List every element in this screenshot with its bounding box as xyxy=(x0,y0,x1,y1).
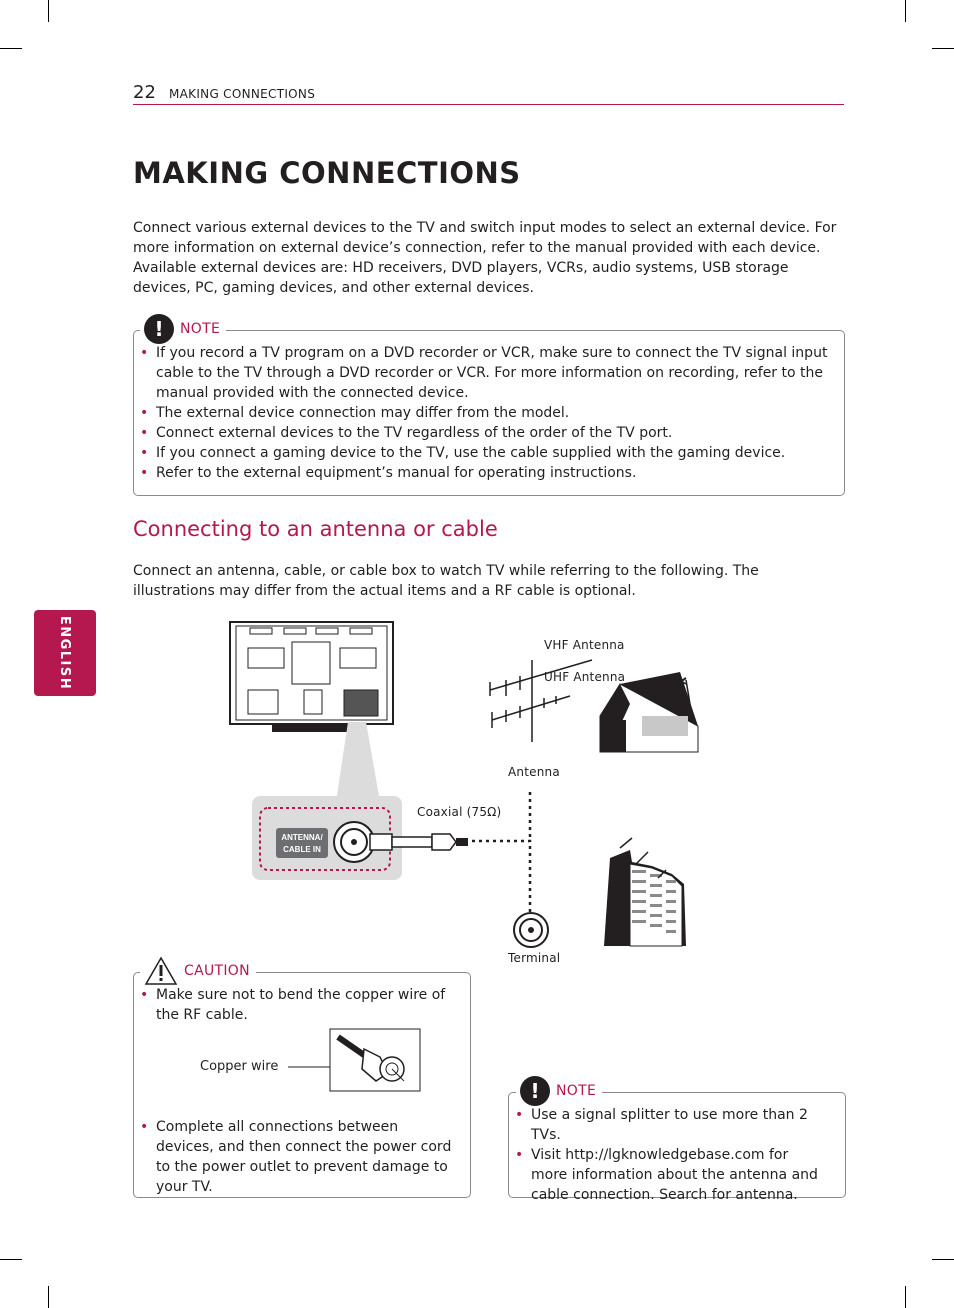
intro-paragraph: Available external devices are: HD receivers, DVD players, VCRs, audio systems, USB storage devices, PC, gaming devices, and other external devices. xyxy=(133,260,789,296)
vhf-antenna-label: VHF Antenna xyxy=(544,638,625,652)
tv-back-illustration xyxy=(230,622,393,732)
caution-box xyxy=(133,972,471,1198)
antenna-port-connector xyxy=(334,822,374,862)
section-text: Connect an antenna, cable, or cable box to watch TV while referring to the following. The illustrations may differ from the actual items and a RF cable is optional. xyxy=(133,563,759,599)
note-list-2 xyxy=(509,1105,827,1205)
crop-mark xyxy=(0,48,22,49)
intro-paragraph: Connect various external devices to the TV and switch input modes to select an external device. For more information on external device’s connection, refer to the manual provided with each device. xyxy=(133,220,837,256)
crop-mark xyxy=(48,0,49,22)
header-section-label: MAKING CONNECTIONS xyxy=(169,87,316,101)
house-illustration xyxy=(600,672,698,752)
note-box xyxy=(133,330,845,496)
crop-mark xyxy=(48,1286,49,1308)
note-item: • Visit http://lgknowledgebase.com for more information about the antenna and cable connection. Search for antenna. xyxy=(509,1145,827,1205)
intro-text xyxy=(133,218,845,298)
page-title: MAKING CONNECTIONS xyxy=(133,156,521,190)
exclamation-icon: ! xyxy=(520,1076,550,1106)
note-item: • Refer to the external equipment’s manual for operating instructions. xyxy=(134,463,834,483)
note-heading-2 xyxy=(516,1076,602,1106)
copper-wire-label: Copper wire xyxy=(200,1059,279,1074)
coaxial-label: Coaxial (75Ω) xyxy=(417,805,502,819)
port-label-line2: CABLE IN xyxy=(283,845,321,854)
language-tab xyxy=(34,610,96,696)
note-item: • The external device connection may differ from the model. xyxy=(134,403,834,423)
wall-terminal-icon xyxy=(514,913,548,947)
antenna-label: Antenna xyxy=(508,765,560,779)
caution-item: • Complete all connections between devices, and then connect the power cord to the power outlet to prevent damage to your TV. xyxy=(134,1117,458,1197)
note-item: • Connect external devices to the TV regardless of the order of the TV port. xyxy=(134,423,834,443)
caution-item: • Make sure not to bend the copper wire of the RF cable. xyxy=(134,985,454,1025)
note-list xyxy=(134,343,834,483)
page-number: 22 xyxy=(133,82,156,103)
note-item: • If you connect a gaming device to the TV, use the cable supplied with the gaming device. xyxy=(134,443,834,463)
note-item: • Use a signal splitter to use more than 2 TVs. xyxy=(509,1105,827,1145)
apartment-building-illustration xyxy=(604,838,686,946)
language-tab-label: ENGLISH xyxy=(57,615,73,691)
callout-pointer xyxy=(336,722,380,802)
note-box-2 xyxy=(508,1092,846,1203)
caution-heading xyxy=(140,956,256,986)
crop-mark xyxy=(932,48,954,49)
terminal-label: Terminal xyxy=(508,951,561,965)
note-item: • If you record a TV program on a DVD recorder or VCR, make sure to connect the TV signal input cable to the TV through a DVD recorder or VCR. For more information on recording, refer to the manual provided with the connected device. xyxy=(134,343,834,403)
caution-list-2 xyxy=(134,1117,458,1197)
port-label-line1: ANTENNA/ xyxy=(281,833,323,842)
crop-mark xyxy=(905,0,906,22)
crop-mark xyxy=(905,1286,906,1308)
copper-wire-illustration xyxy=(284,1027,424,1093)
uhf-antenna-label: UHF Antenna xyxy=(544,670,626,684)
note-heading xyxy=(140,314,226,344)
note-label-2: NOTE xyxy=(556,1083,597,1099)
warning-triangle-icon xyxy=(144,956,178,986)
crop-mark xyxy=(0,1259,22,1260)
coaxial-plug-illustration xyxy=(370,834,468,850)
note-label: NOTE xyxy=(180,321,221,337)
running-header xyxy=(133,82,844,105)
cable-route-dashed xyxy=(472,841,530,912)
connection-diagram xyxy=(220,612,720,964)
crop-mark xyxy=(932,1259,954,1260)
exclamation-icon: ! xyxy=(144,314,174,344)
caution-list-1 xyxy=(134,985,454,1025)
caution-label: CAUTION xyxy=(184,963,250,979)
section-title: Connecting to an antenna or cable xyxy=(133,517,498,541)
